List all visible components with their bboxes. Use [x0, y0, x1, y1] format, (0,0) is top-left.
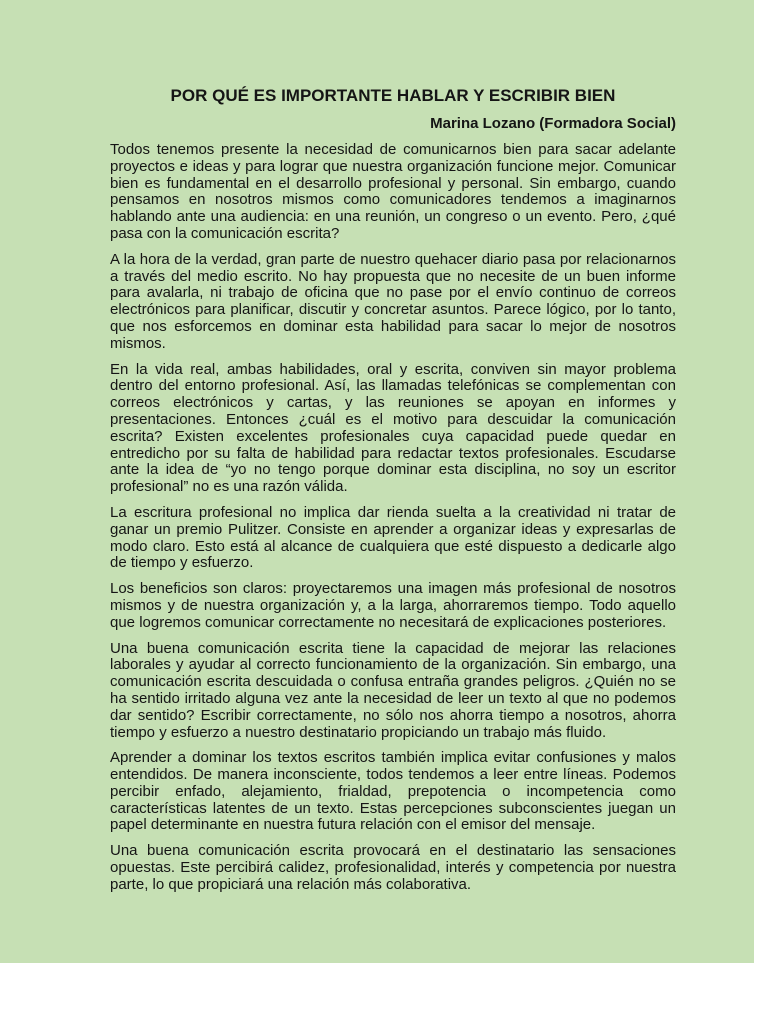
paragraph: Los beneficios son claros: proyectaremos una imagen más profesional de nosotros mismos y de nuestra organización y, a la larga, ahorraremos tiempo. Todo aquello que logremos comunicar correctamente no necesitará de explicaciones posteriores. — [110, 580, 676, 631]
paragraph: Una buena comunicación escrita tiene la capacidad de mejorar las relaciones laborales y ayudar al correcto funcionamiento de la organización. Sin embargo, una comunicación escrita descuidada o confusa entraña grandes peligros. ¿Quién no se ha sentido irritado alguna vez ante la necesidad de leer un texto al que no podemos dar sentido? Escribir correctamente, no sólo nos ahorra tiempo a nosotros, ahorra tiempo y esfuerzo a nuestro destinatario propiciando un trabajo más fluido. — [110, 639, 676, 741]
document-content — [110, 86, 676, 903]
document-title: POR QUÉ ES IMPORTANTE HABLAR Y ESCRIBIR BIEN — [170, 86, 616, 105]
paragraph: A la hora de la verdad, gran parte de nuestro quehacer diario pasa por relacionarnos a través del medio escrito. No hay propuesta que no necesite de un buen informe para avalarla, ni trabajo de oficina que no pase por el envío continuo de correos electrónicos para planificar, discutir y concretar asuntos. Parece lógico, por lo tanto, que nos esforcemos en dominar esta habilidad para sacar lo mejor de nosotros mismos. — [110, 250, 676, 352]
document-body — [110, 142, 676, 894]
paragraph: Aprender a dominar los textos escritos también implica evitar confusiones y malos entendidos. De manera inconsciente, todos tendemos a leer entre líneas. Podemos percibir enfado, alejamiento, frialdad, prepotencia o incompetencia como características latentes de un texto. Estas percepciones subconscientes juegan un papel determinante en nuestra futura relación con el emisor del mensaje. — [110, 749, 676, 834]
paragraph: Todos tenemos presente la necesidad de comunicarnos bien para sacar adelante proyectos e ideas y para lograr que nuestra organización funcione mejor. Comunicar bien es fundamental en el desarrollo profesional y personal. Sin embargo, cuando pensamos en nosotros mismos como comunicadores tendemos a imaginarnos hablando ante una audiencia: en una reunión, un congreso o un evento. Pero, ¿qué pasa con la comunicación escrita? — [110, 141, 676, 242]
paragraph: Una buena comunicación escrita provocará en el destinatario las sensaciones opuestas. Este percibirá calidez, profesionalidad, interés y competencia por nuestra parte, lo que propiciará una relación más colaborativa. — [110, 842, 676, 893]
paragraph: La escritura profesional no implica dar rienda suelta a la creatividad ni tratar de ganar un premio Pulitzer. Consiste en aprender a organizar ideas y expresarlas de modo claro. Esto está al alcance de cualquiera que esté dispuesto a dedicarle algo de tiempo y esfuerzo. — [110, 503, 676, 572]
paragraph: En la vida real, ambas habilidades, oral y escrita, conviven sin mayor problema dentro del entorno profesional. Así, las llamadas telefónicas se complementan con correos electrónicos y cartas, y las reuniones se apoyan en informes y presentaciones. Entonces ¿cuál es el motivo para descuidar la comunicación escrita? Existen excelentes profesionales cuya capacidad puede quedar en entredicho por su falta de habilidad para redactar textos profesionales. Escudarse ante la idea de “yo no tengo porque dominar esta disciplina, no soy un escritor profesional” no es una razón válida. — [110, 360, 676, 496]
document-author: Marina Lozano (Formadora Social) — [430, 115, 676, 132]
